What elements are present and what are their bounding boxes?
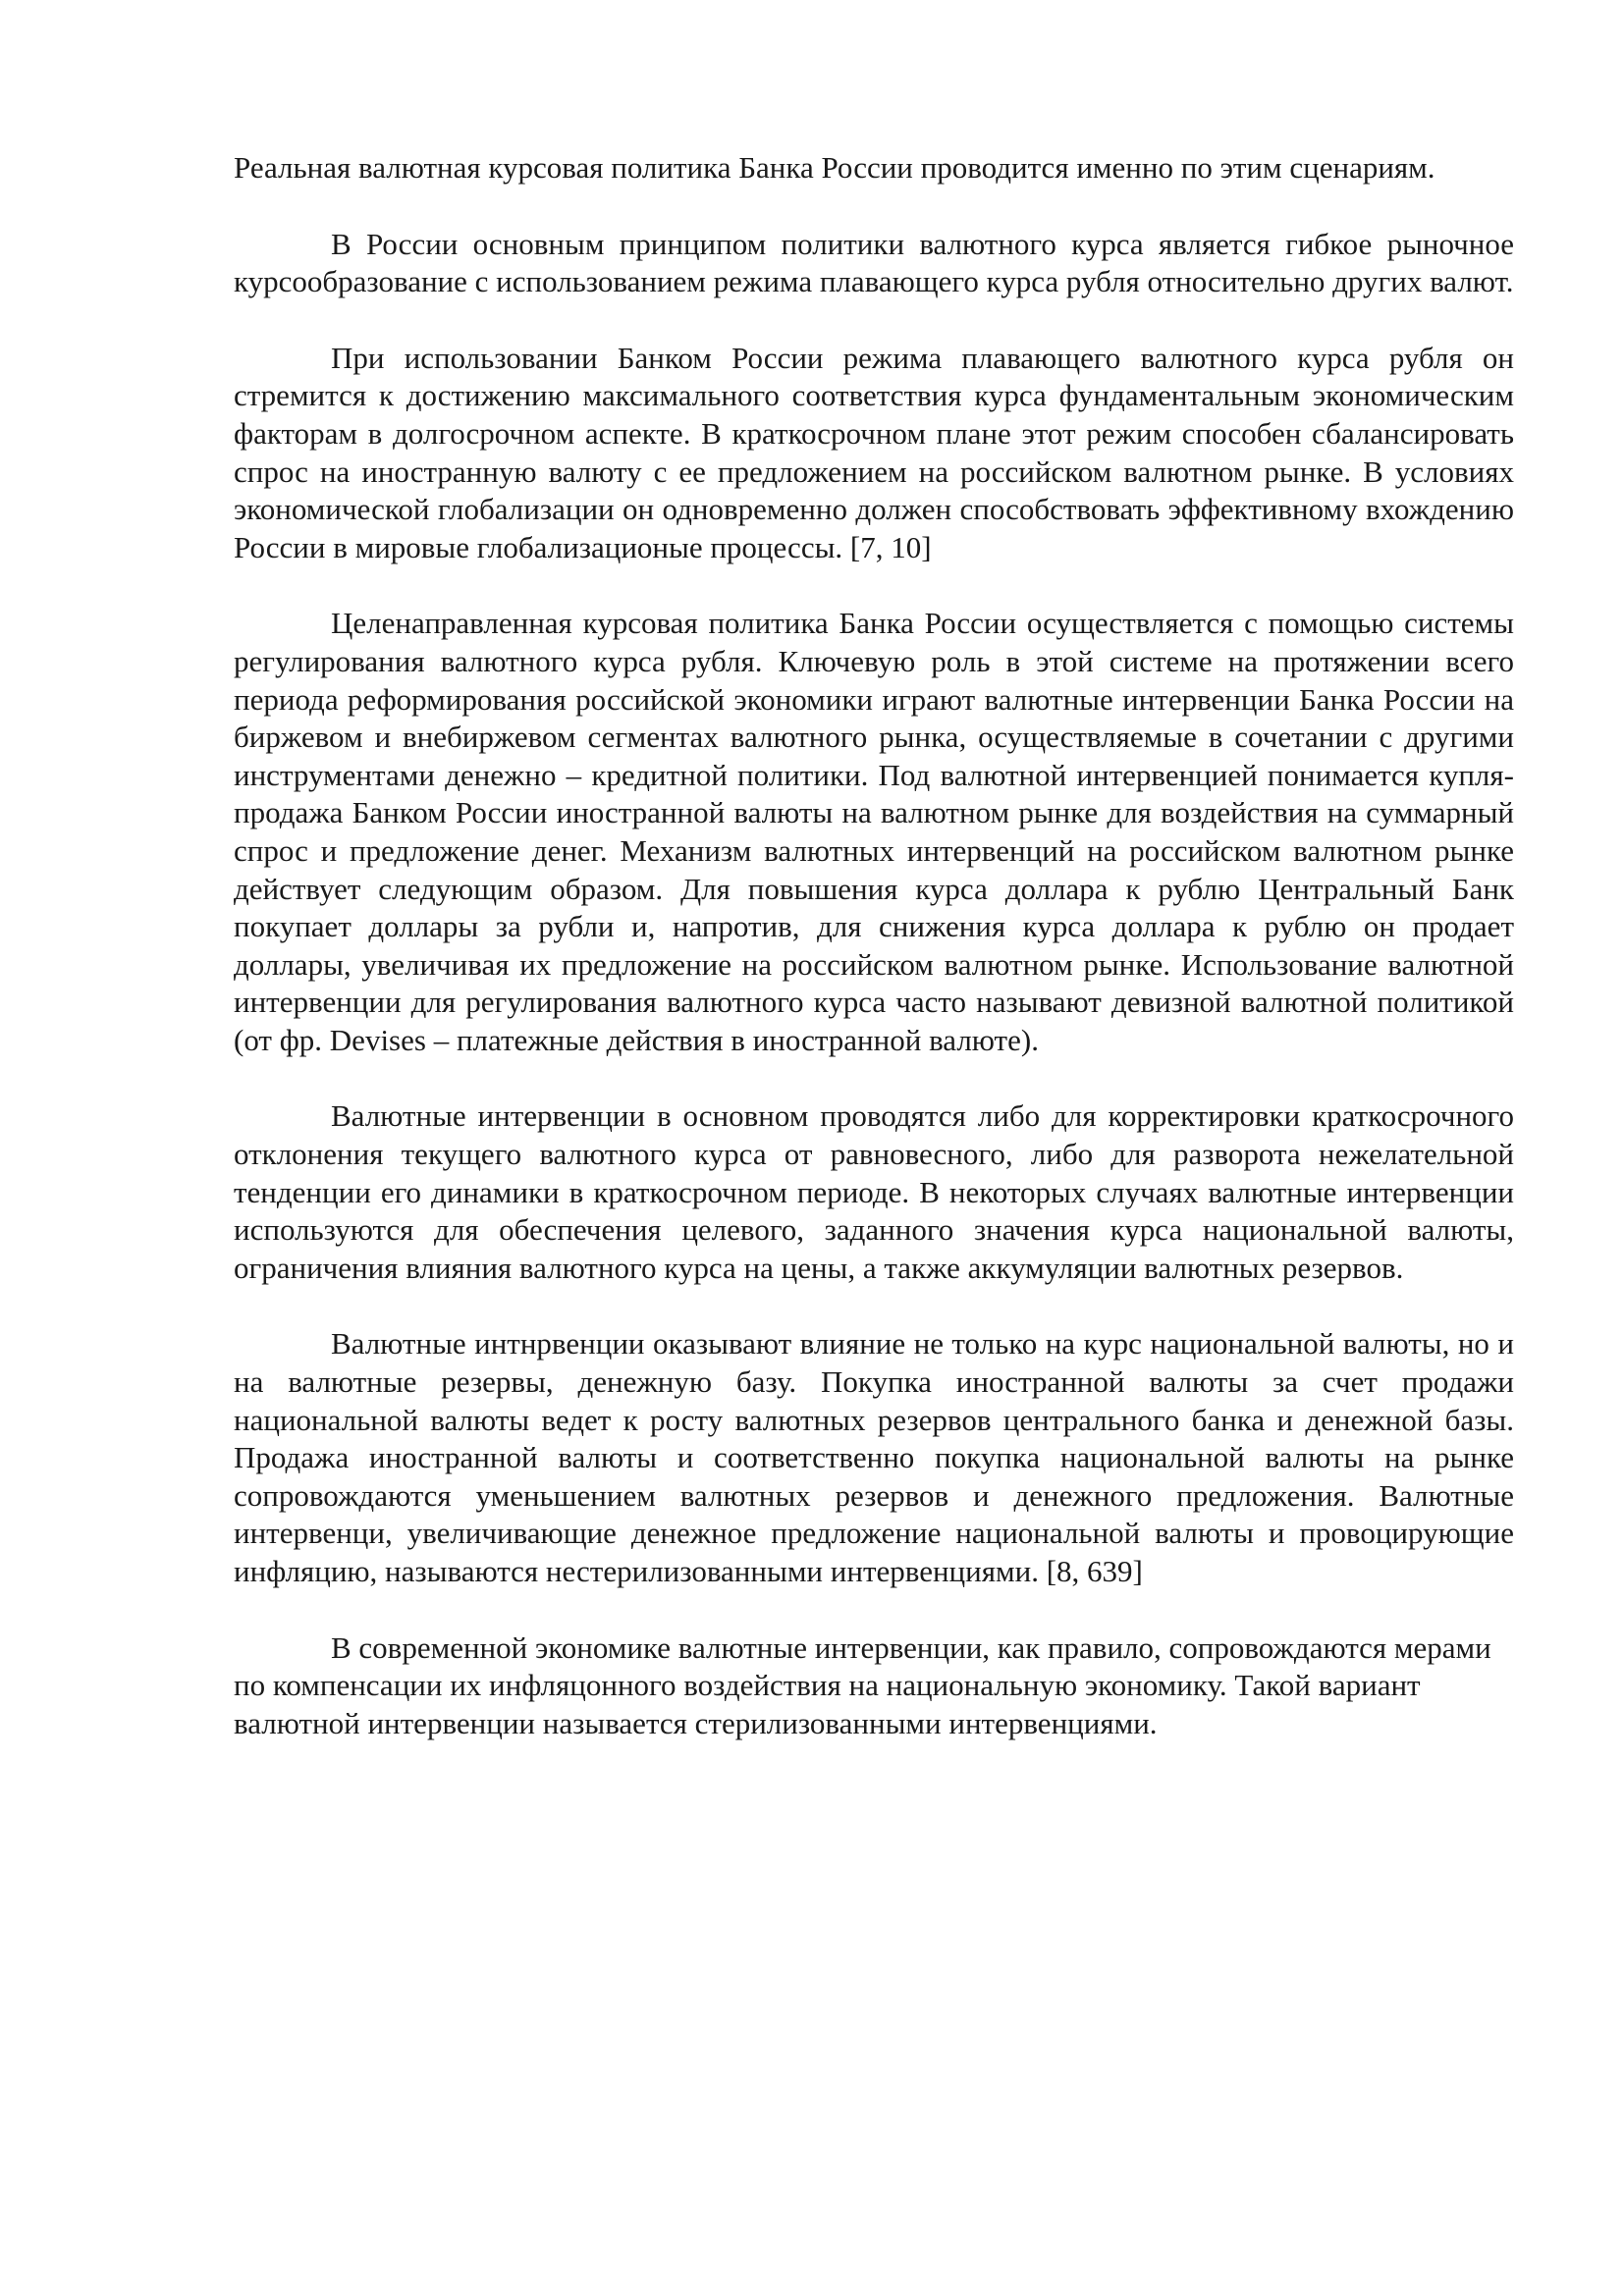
paragraph-5: Валютные интервенции в основном проводятся либо для корректировки краткосрочного отклонения текущего валютного курса от равновесного, либо для разворота нежелательной тенденции его динамики в краткосрочном периоде. В некоторых случаях валютные интервенции используются для обеспечения целевого, заданного значения курса национальной валюты, ограничения влияния валютного курса на цены, а также аккумуляции валютных резервов. <box>234 1098 1514 1285</box>
paragraph-4: Целенаправленная курсовая политика Банка России осуществляется с помощью системы регулирования валютного курса рубля. Ключевую роль в этой системе на протяжении всего периода реформирования российской экономики играют валютные интервенции Банка России на биржевом и внебиржевом сегментах валютного рынка, осуществляемые в сочетании с другими инструментами денежно – кредитной политики. Под валютной интервенцией понимается купля-продажа Банком России иностранной валюты на валютном рынке для воздействия на суммарный спрос и предложение денег. Механизм валютных интервенций на российском валютном рынке действует следующим образом. Для повышения курса доллара к рублю Центральный Банк покупает доллары за рубли и, напротив, для снижения курса доллара к рублю он продает доллары, увеличивая их предложение на российском валютном рынке. Использование валютной интервенции для регулирования валютного курса часто называют девизной валютной политикой (от фр. Devises – платежные действия в иностранной валюте). <box>234 606 1514 1057</box>
paragraph-6: Валютные интнрвенции оказывают влияние не только на курс национальной валюты, но и на валютные резервы, денежную базу. Покупка иностранной валюты за счет продажи национальной валюты ведет к росту валютных резервов центрального банка и денежной базы. Продажа иностранной валюты и соответственно покупка национальной валюты на рынке сопровождаются уменьшением валютных резервов и денежного предложения. Валютные интервенци, увеличивающие денежное предложение национальной валюты и провоцирующие инфляцию, называются нестерилизованными интервенциями. [8, 639] <box>234 1326 1514 1588</box>
paragraph-1: Реальная валютная курсовая политика Банка России проводится именно по этим сценариям. <box>234 150 1435 185</box>
paragraph-2: В России основным принципом политики валютного курса является гибкое рыночное курсообразование с использованием режима плавающего курса рубля относительно других валют. <box>234 226 1514 299</box>
paragraph-3: При использовании Банком России режима плавающего валютного курса рубля он стремится к достижению максимального соответствия курса фундаментальным экономическим факторам в долгосрочном аспекте. В краткосрочном плане этот режим способен сбалансировать спрос на иностранную валюту с ее предложением на российском валютном рынке. В условиях экономической глобализации он одновременно должен способствовать эффективному вхождению России в мировые глобализационые процессы. [7, 10] <box>234 340 1514 564</box>
paragraph-7: В современной экономике валютные интервенции, как правило, сопровождаются мерами по компенсации их инфляцонного воздействия на национальную экономику. Такой вариант валютной интервенции называется стерилизованными интервенциями. <box>234 1629 1491 1740</box>
document-body <box>234 149 1514 1781</box>
